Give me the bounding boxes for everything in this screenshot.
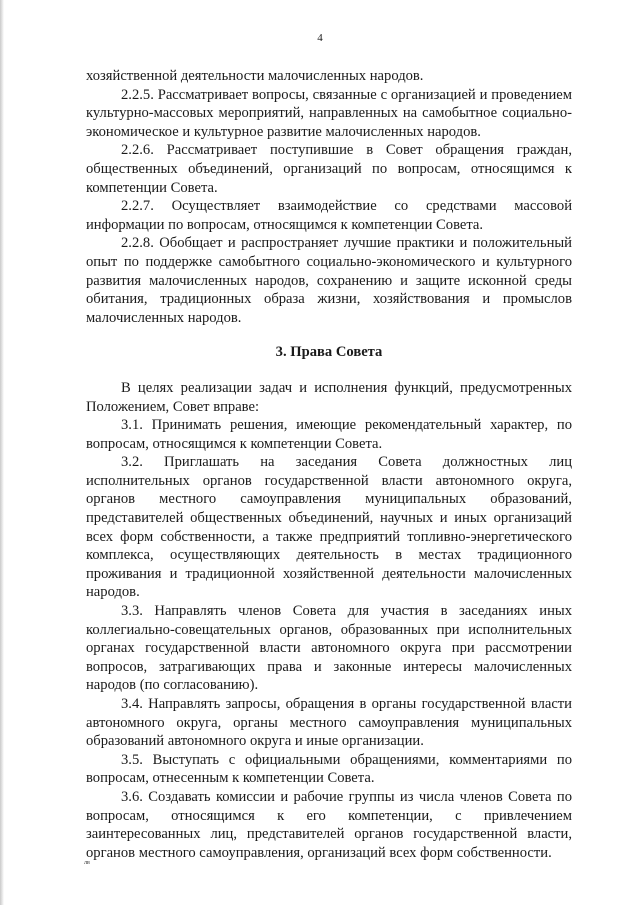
paragraph-2-2-8: 2.2.8. Обобщает и распространяет лучшие практики и положительный опыт по поддержке самобытного социально-экономического и культурного развития малочисленных народов, сохранению и защите исконной среды обитания, традиционных образа жизни, хозяйствования и промыслов малочисленных народов.: [86, 235, 572, 326]
paragraph-continuation: хозяйственной деятельности малочисленных народов.: [86, 68, 424, 84]
paragraph-2-2-5: 2.2.5. Рассматривает вопросы, связанные с организацией и проведением культурно-массовых мероприятий, направленных на самобытное социально-экономическое и культурное развитие малочисленных народов.: [86, 86, 572, 140]
paragraph-2-2-6: 2.2.6. Рассматривает поступившие в Совет обращения граждан, общественных объединений, организаций по вопросам, относящимся к компетенции Совета.: [86, 142, 572, 196]
paragraph-3-4: 3.4. Направлять запросы, обращения в органы государственной власти автономного округа, органы местного самоуправления муниципальных образований автономного округа и иные организации.: [86, 696, 572, 750]
paragraph-3-1: 3.1. Принимать решения, имеющие рекомендательный характер, по вопросам, относящимся к компетенции Совета.: [86, 417, 572, 452]
footer-mark: лв: [84, 860, 90, 866]
paragraph-3-6: 3.6. Создавать комиссии и рабочие группы из числа членов Совета по вопросам, относящимся к его компетенции, с привлечением заинтересованных лиц, представителей органов государственной власти, органов местного самоуправления, организаций всех форм собственности.: [86, 788, 572, 861]
paragraph-intro: В целях реализации задач и исполнения функций, предусмотренных Положением, Совет вправе:: [86, 379, 572, 415]
document-body: [86, 67, 572, 862]
paragraph-2-2-7: 2.2.7. Осуществляет взаимодействие со средствами массовой информации по вопросам, относящимся к компетенции Совета.: [86, 198, 572, 233]
paragraph-3-2: 3.2. Приглашать на заседания Совета должностных лиц исполнительных органов государственной власти автономного округа, органов местного самоуправления муниципальных образований, представителей общественных объединений, научных и иных организаций всех форм собственности, а также предприятий топливно-энергетического комплекса, осуществляющих деятельность в местах традиционного проживания и традиционной хозяйственной деятельности малочисленных народов.: [86, 454, 572, 601]
page-number: 4: [317, 32, 323, 44]
scan-edge: [0, 0, 4, 905]
paragraph-3-5: 3.5. Выступать с официальными обращениями, комментариями по вопросам, отнесенным к компетенции Совета.: [86, 751, 572, 787]
section-title: 3. Права Совета: [275, 344, 383, 361]
paragraph-3-3: 3.3. Направлять членов Совета для участия в заседаниях иных коллегиально-совещательных органов, образованных при исполнительных органах государственной власти автономного округа при рассмотрении вопросов, затрагивающих права и законные интересы малочисленных народов (по согласованию).: [86, 603, 572, 694]
